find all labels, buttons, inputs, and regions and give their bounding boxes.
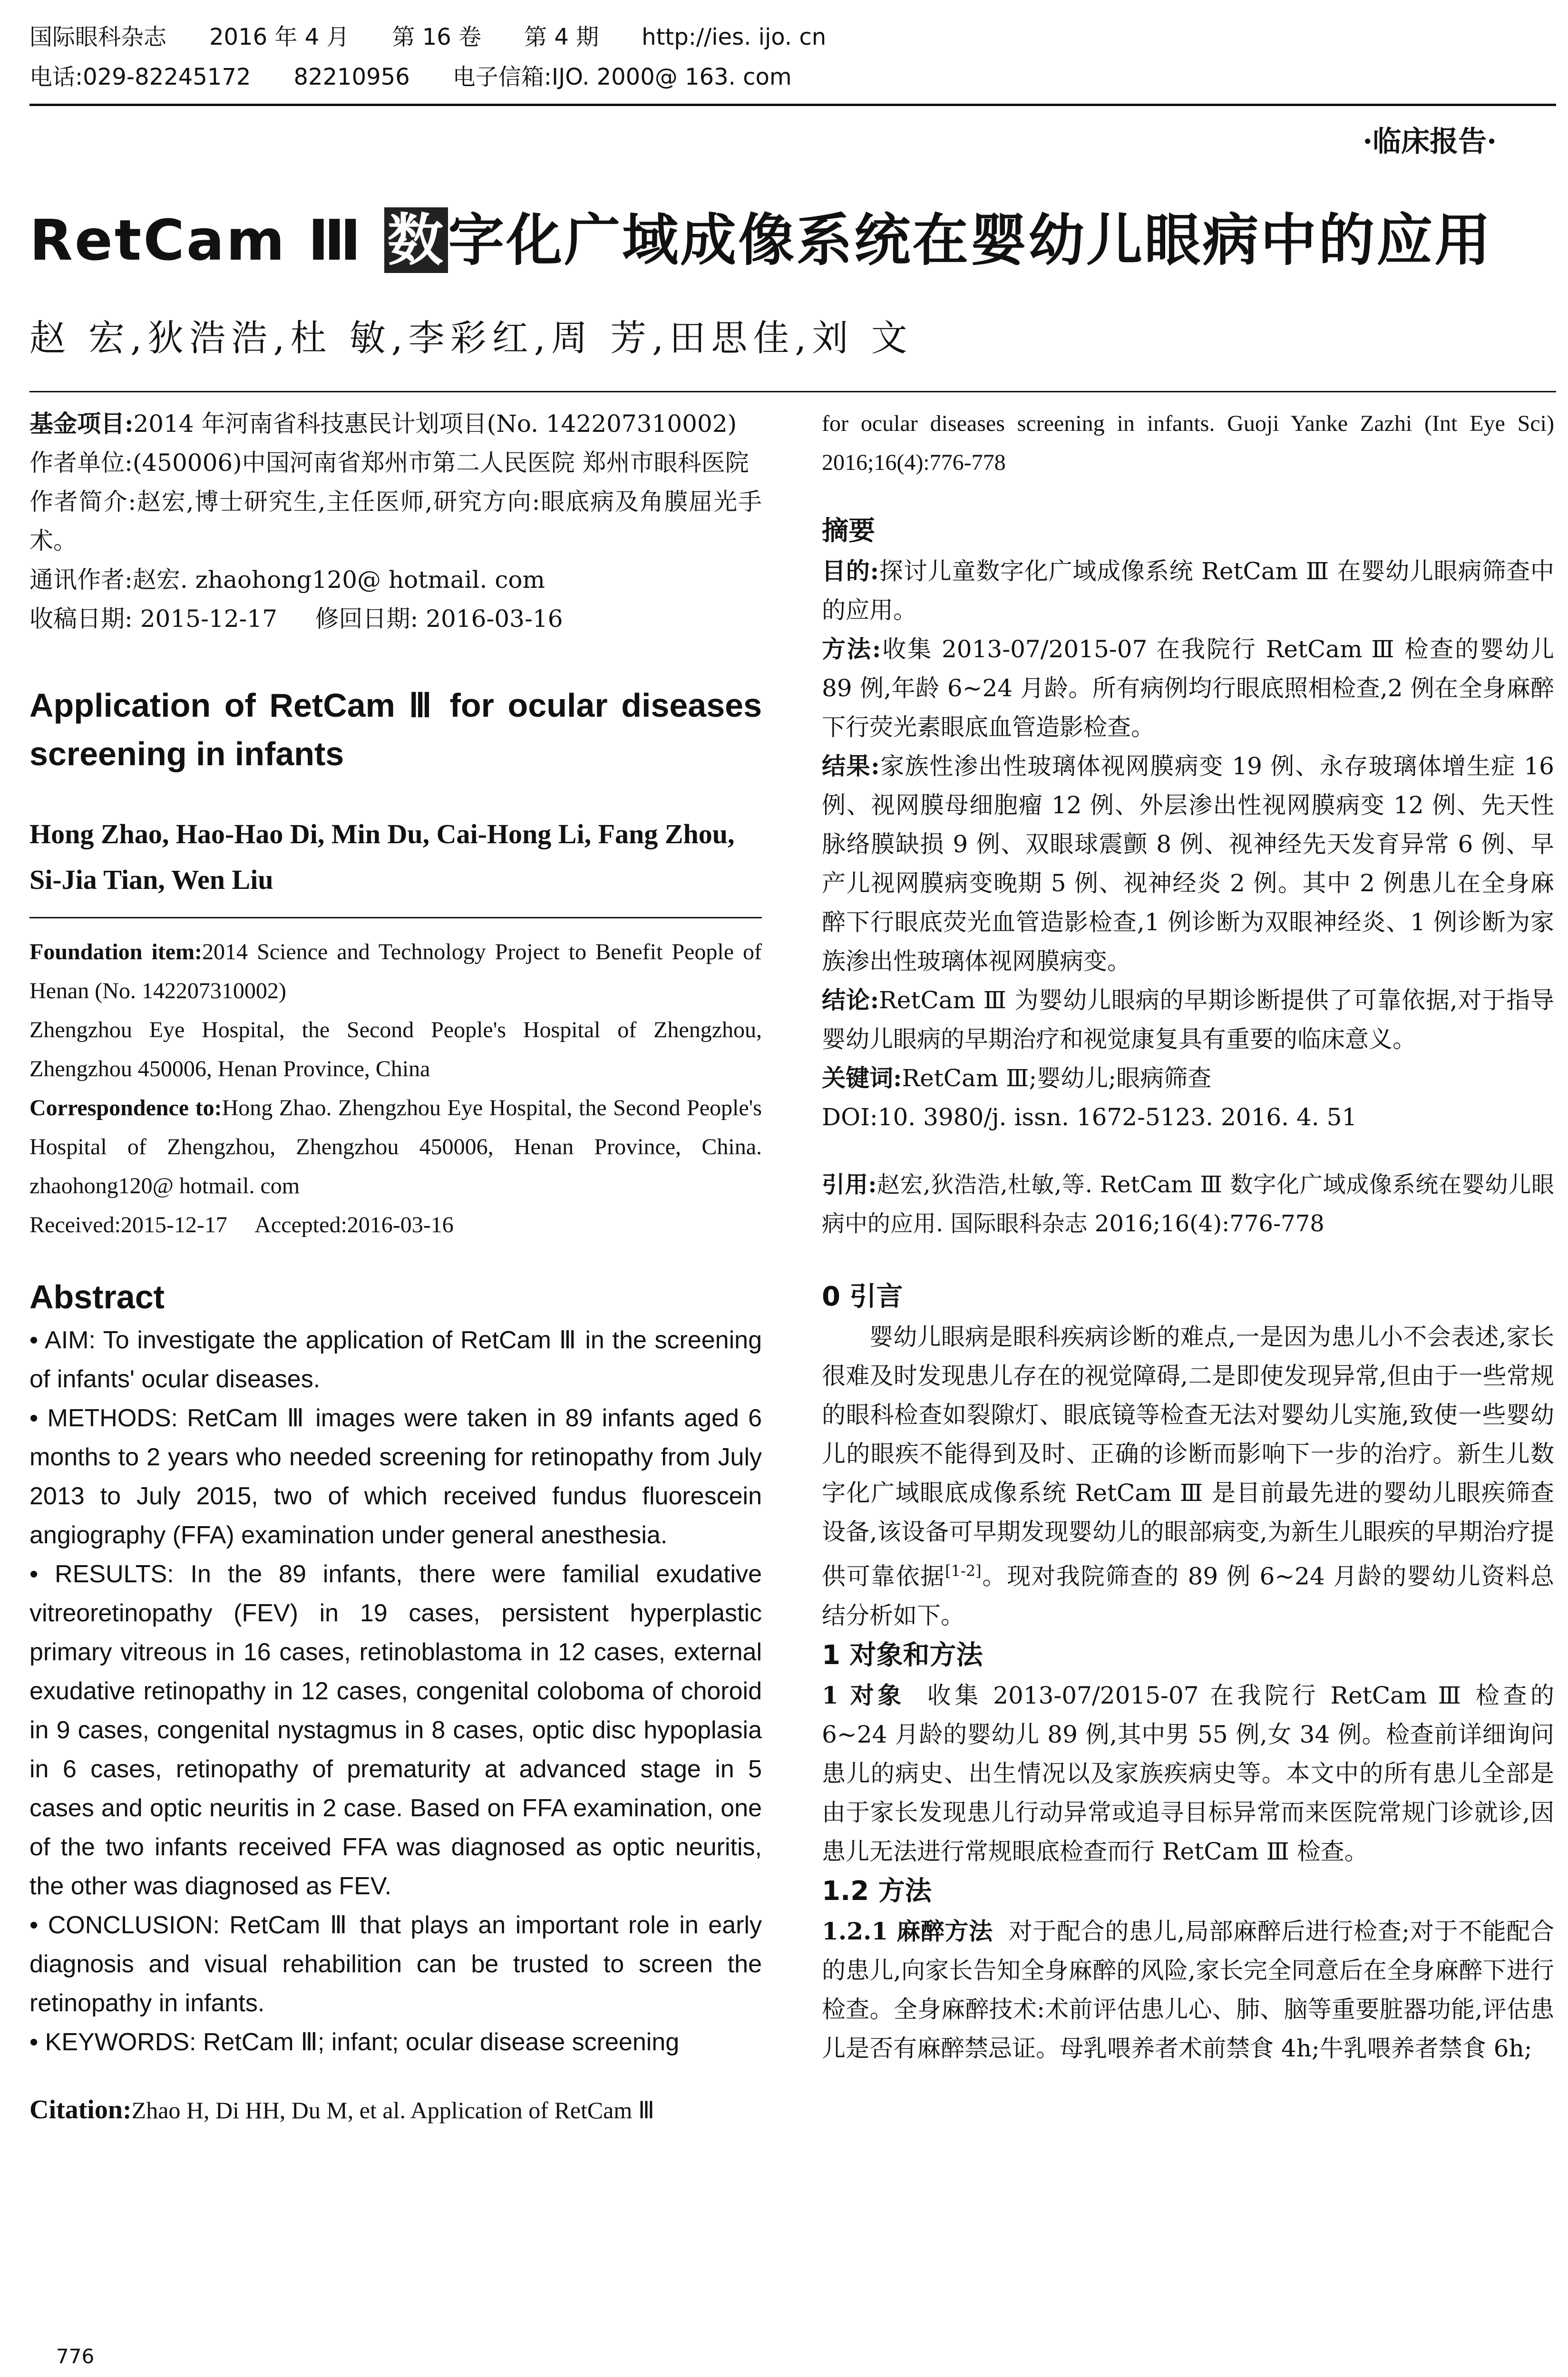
phone: 电话:029-82245172 bbox=[29, 64, 251, 90]
abstract-zh-methods bbox=[822, 630, 1554, 747]
received-en: Received:2015-12-17 Accepted:2016-03-16 bbox=[29, 1212, 454, 1237]
citation bbox=[29, 2090, 762, 2130]
correspondence-label: Correspondence to: bbox=[29, 1095, 222, 1120]
journal-header bbox=[29, 17, 1551, 97]
abstract-methods: • METHODS: RetCam Ⅲ images were taken in 89 infants aged 6 months to 2 years who needed screening for retinopathy from July 2013 to July 2015, two of which received fundus fluorescein angiography (FFA) examination under general anesthesia. bbox=[29, 1404, 762, 1549]
english-rule bbox=[29, 917, 762, 918]
title-highlight: 数 bbox=[384, 207, 448, 273]
anesthesia-label: 1.2.1 麻醉方法 bbox=[822, 1917, 993, 1945]
foundation-label: Foundation item: bbox=[29, 939, 203, 964]
intro-heading: 0 引言 bbox=[822, 1281, 903, 1312]
cite-zh bbox=[822, 1165, 1554, 1243]
bio-item bbox=[29, 482, 762, 560]
subjects-paragraph bbox=[822, 1676, 1554, 1871]
section-label: ·临床报告· bbox=[1363, 125, 1497, 158]
methods-text: 收集 2013-07/2015-07 在我院行 RetCam Ⅲ 检查的婴幼儿 89 例,年龄 6~24 月龄。所有病例均行眼底照相检查,2 例在全身麻醉下行荧光素眼底血管造影检查。 bbox=[822, 635, 1554, 741]
abstract-results: • RESULTS: In the 89 infants, there were familial exudative vitreoretinopathy (FEV) in 19 cases, persistent hyperplastic primary vitreous in 16 cases, retinoblastoma in 12 cases, external exudative retinopathy in 12 cases, congenital coloboma of choroid in 9 cases, congenital nystagmus in 8 cases, optic disc hypoplasia in 6 cases, retinopathy of prematurity at advanced stage in 5 cases and optic neuritis in 2 case. Based on FFA examination, one of the two infants received FFA was diagnosed as optic neuritis, the other was diagnosed as FEV. bbox=[29, 1560, 762, 1900]
corr-label: 通讯作者: bbox=[29, 566, 133, 594]
page-number: 776 bbox=[56, 2345, 95, 2368]
doi[interactable]: DOI:10. 3980/j. issn. 1672-5123. 2016. 4. 51 bbox=[822, 1103, 1357, 1131]
title-rest: 字化广域成像系统在婴幼儿眼病中的应用 bbox=[448, 207, 1493, 273]
intro-text-end: 。现对我院筛查的 89 例 6~24 月龄的婴幼儿资料总结分析如下。 bbox=[822, 1562, 1555, 1629]
methods-subheading: 1.2 方法 bbox=[822, 1875, 932, 1907]
unit-item bbox=[29, 443, 762, 482]
affiliation: Zhengzhou Eye Hospital, the Second People's Hospital of Zhengzhou, Zhengzhou 450006, Henan Province, China bbox=[29, 1017, 762, 1081]
article-title bbox=[29, 195, 1551, 276]
anesthesia-paragraph bbox=[822, 1912, 1554, 2068]
issue-date: 2016 年 4 月 bbox=[209, 24, 350, 50]
title-start: RetCam Ⅲ bbox=[29, 207, 385, 273]
anesthesia-text: 对于配合的患儿,局部麻醉后进行检查;对于不能配合的患儿,向家长告知全身麻醉的风险,家长完全同意后在全身麻醉下进行检查。全身麻醉技术:术前评估患儿心、肺、脑等重要脏器功能,评估患儿是否有麻醉禁忌证。母乳喂养者术前禁食 4h;牛乳喂养者禁食 6h; bbox=[822, 1917, 1554, 2062]
citation-label: Citation: bbox=[29, 2095, 132, 2124]
aim-label: 目的: bbox=[822, 557, 879, 585]
correspondence-text: Hong Zhao. Zhengzhou Eye Hospital, the Second People's Hospital of Zhengzhou, Zhengzhou 450006, Henan Province, China. zhaohong120@ hotmail. com bbox=[29, 1095, 762, 1198]
keywords-zh bbox=[822, 1059, 1554, 1098]
intro-text: 婴幼儿眼病是眼科疾病诊断的难点,一是因为患儿小不会表述,家长很难及时发现患儿存在的视觉障碍,二是即使发现异常,但由于一些常规的眼科检查如裂隙灯、眼底镜等检查无法对婴幼儿实施,致使一些婴幼儿的眼疾不能得到及时、正确的诊断而影响下一步的治疗。新生儿数字化广域眼底成像系统 RetCam Ⅲ 是目前最先进的婴幼儿眼疾筛查设备,该设备可早期发现婴幼儿的眼部病变,为新生儿眼疾的早期治疗提供可靠依据 bbox=[822, 1323, 1554, 1590]
citation-continued: for ocular diseases screening in infants. Guoji Yanke Zazhi (Int Eye Sci) 2016;16(4):776-778 bbox=[822, 411, 1554, 475]
keywords-label: 关键词: bbox=[822, 1064, 902, 1092]
subjects-label: 1 对象 bbox=[822, 1681, 905, 1709]
abstract-zh-conclusion bbox=[822, 981, 1554, 1059]
abstract-heading: Abstract bbox=[29, 1278, 165, 1315]
phone-2: 82210956 bbox=[293, 64, 410, 90]
results-label: 结果: bbox=[822, 752, 880, 780]
foundation-text: 2014 Science and Technology Project to Benefit People of Henan (No. 142207310002) bbox=[29, 939, 762, 1003]
journal-url[interactable]: http://ies. ijo. cn bbox=[642, 24, 827, 50]
fund-item bbox=[29, 404, 762, 443]
fund-label: 基金项目: bbox=[29, 409, 134, 438]
results-text: 家族性渗出性玻璃体视网膜病变 19 例、永存玻璃体增生症 16 例、视网膜母细胞瘤 12 例、外层渗出性视网膜病变 12 例、先天性脉络膜缺损 9 例、双眼球震颤 8 例、视神经先天发育异常 6 例、早产儿视网膜病变晚期 5 例、视神经炎 2 例。其中 2 例患儿在全身麻醉下行眼底荧光血管造影检查,1 例诊断为双眼神经炎、1 例诊断为家族渗出性玻璃体视网膜病变。 bbox=[822, 752, 1554, 975]
english-authors: Hong Zhao, Hao-Hao Di, Min Du, Cai-Hong Li, Fang Zhou, Si-Jia Tian, Wen Liu bbox=[29, 818, 735, 895]
abstract-zh-results bbox=[822, 747, 1554, 981]
intro-reference[interactable]: [1-2] bbox=[945, 1562, 982, 1580]
corr-item bbox=[29, 560, 762, 599]
cite-label: 引用: bbox=[822, 1171, 877, 1198]
header-rule bbox=[29, 104, 1556, 106]
volume: 第 16 卷 bbox=[392, 24, 482, 50]
bio-text: 赵宏,博士研究生,主任医师,研究方向:眼底病及角膜屈光手术。 bbox=[29, 488, 762, 555]
received-zh: 收稿日期: 2015-12-17 修回日期: 2016-03-16 bbox=[29, 605, 563, 633]
conclusion-label: 结论: bbox=[822, 986, 879, 1014]
abstract-aim: • AIM: To investigate the application of RetCam Ⅲ in the screening of infants' ocular diseases. bbox=[29, 1326, 762, 1393]
cite-text: 赵宏,狄浩浩,杜敏,等. RetCam Ⅲ 数字化广域成像系统在婴幼儿眼病中的应用. 国际眼科杂志 2016;16(4):776-778 bbox=[822, 1171, 1554, 1237]
abstract-keywords: • KEYWORDS: RetCam Ⅲ; infant; ocular disease screening bbox=[29, 2028, 680, 2056]
corr-text: 赵宏. zhaohong120@ hotmail. com bbox=[132, 566, 545, 594]
right-column bbox=[822, 404, 1554, 2068]
foundation-item bbox=[29, 933, 762, 1011]
aim-text: 探讨儿童数字化广域成像系统 RetCam Ⅲ 在婴幼儿眼病筛查中的应用。 bbox=[822, 557, 1554, 624]
english-title: Application of RetCam Ⅲ for ocular diseases screening in infants bbox=[29, 687, 762, 772]
left-column bbox=[29, 404, 762, 2130]
abstract-zh-heading: 摘要 bbox=[822, 516, 875, 546]
issue: 第 4 期 bbox=[524, 24, 599, 50]
correspondence bbox=[29, 1089, 762, 1206]
methods-section-heading: 1 对象和方法 bbox=[822, 1639, 983, 1671]
abstract-body bbox=[29, 1321, 762, 2062]
bio-label: 作者简介: bbox=[29, 488, 136, 516]
authors-zh: 赵 宏,狄浩浩,杜 敏,李彩红,周 芳,田思佳,刘 文 bbox=[29, 317, 913, 359]
unit-text: (450006)中国河南省郑州市第二人民医院 郑州市眼科医院 bbox=[132, 449, 749, 477]
title-rule bbox=[29, 391, 1556, 392]
fund-text: 2014 年河南省科技惠民计划项目(No. 142207310002) bbox=[133, 410, 737, 438]
intro-paragraph bbox=[822, 1317, 1554, 1635]
abstract-conclusion: • CONCLUSION: RetCam Ⅲ that plays an important role in early diagnosis and visual rehabilition can be trusted to screen the retinopathy in infants. bbox=[29, 1911, 762, 2017]
subjects-text: 收集 2013-07/2015-07 在我院行 RetCam Ⅲ 检查的 6~24 月龄的婴幼儿 89 例,其中男 55 例,女 34 例。检查前详细询问患儿的病史、出生情况以及家族疾病史等。本文中的所有患儿全部是由于家长发现患儿行动异常或追寻目标异常而来医院常规门诊就诊,因患儿无法进行常规眼底检查而行 RetCam Ⅲ 检查。 bbox=[822, 1681, 1554, 1865]
journal-name: 国际眼科杂志 bbox=[29, 24, 167, 50]
methods-label: 方法: bbox=[822, 635, 881, 663]
keywords-text: RetCam Ⅲ;婴幼儿;眼病筛查 bbox=[902, 1064, 1212, 1092]
citation-text: Zhao H, Di HH, Du M, et al. Application of RetCam Ⅲ bbox=[131, 2097, 655, 2124]
unit-label: 作者单位: bbox=[29, 449, 133, 477]
abstract-zh-aim bbox=[822, 552, 1554, 630]
email[interactable]: 电子信箱:IJO. 2000@ 163. com bbox=[452, 64, 792, 90]
conclusion-text: RetCam Ⅲ 为婴幼儿眼病的早期诊断提供了可靠依据,对于指导婴幼儿眼病的早期治疗和视觉康复具有重要的临床意义。 bbox=[822, 986, 1554, 1053]
